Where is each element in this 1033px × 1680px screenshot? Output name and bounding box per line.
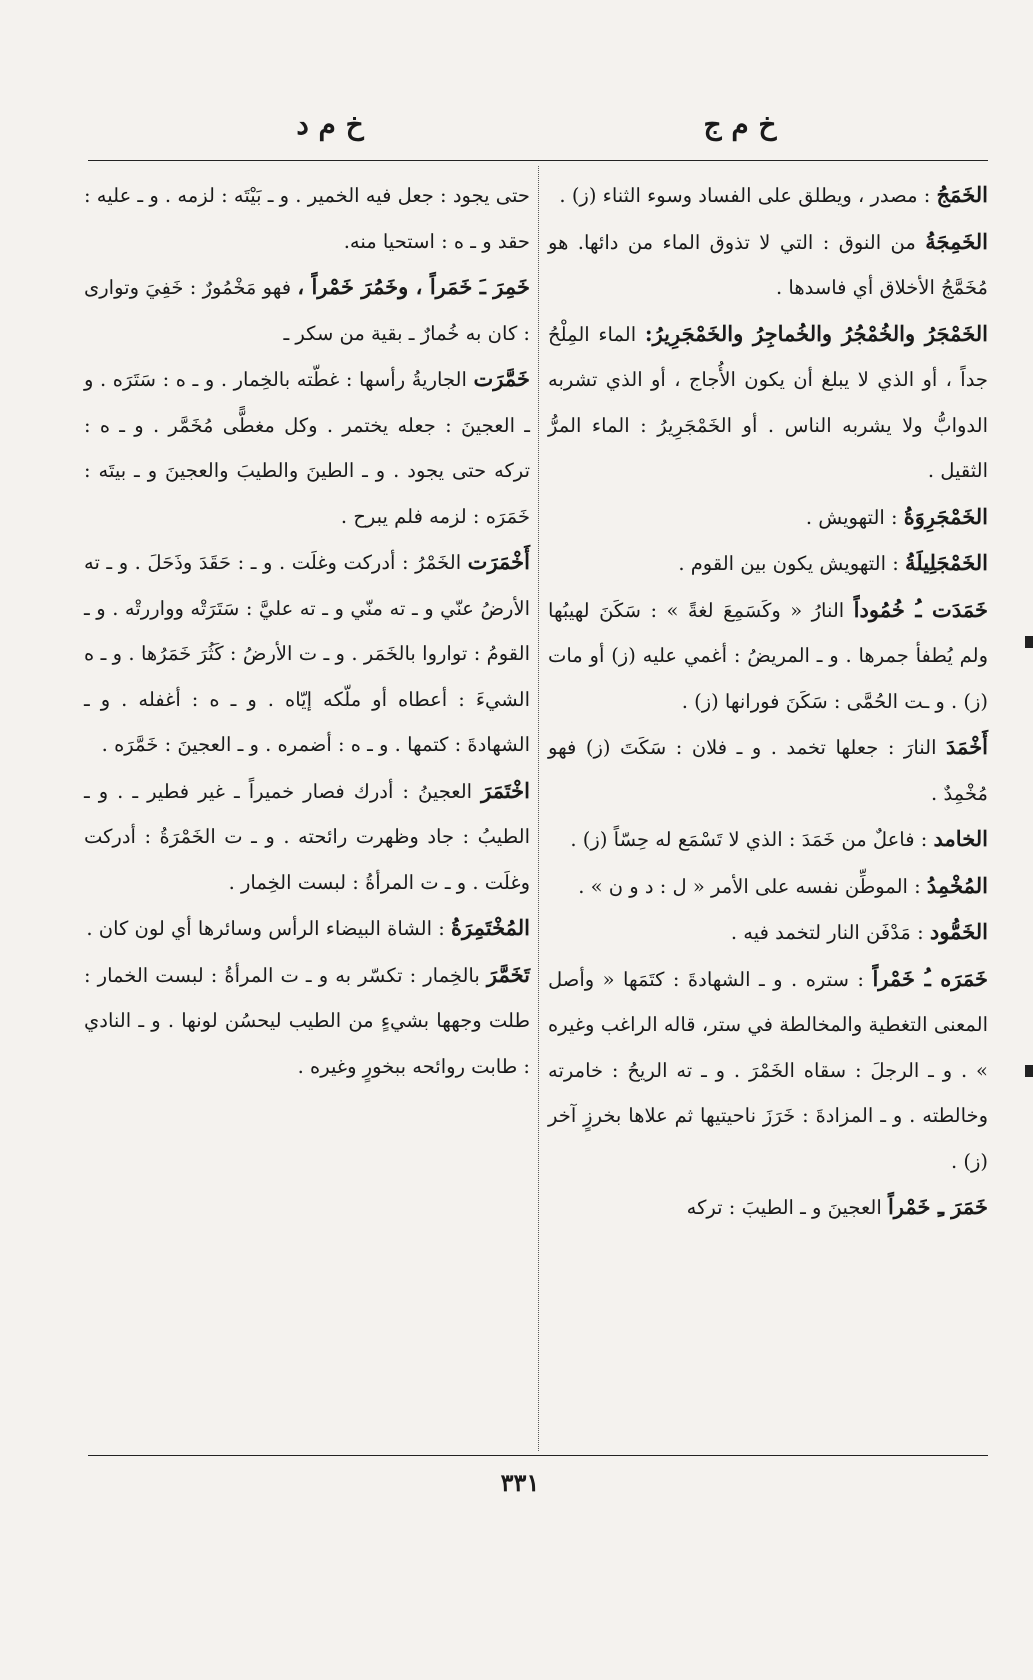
- entry-text: من النوق : التي لا تذوق الماء من دائها. هو مُخَمَّجُ الأخلاق أي فاسدها .: [548, 230, 988, 299]
- margin-mark: [1025, 636, 1033, 648]
- entry-text: : التهويش .: [805, 505, 898, 529]
- entry-text: النارُ « وكَسَمِعَ لغةً » : سَكَنَ لهيبُها ولم يُطفأ جمرها . و ـ المريضُ : أغمي عليه (ز) أو مات (ز) . و ـت الحُمَّى : سَكَنَ فورانها (ز) .: [548, 598, 988, 713]
- entry: [548, 909, 988, 956]
- entry: [548, 863, 988, 910]
- entry-headword: أَخْمَدَ: [946, 734, 989, 759]
- entry-text: النارَ : جعلها تخمد . و ـ فلان : سَكَتَ (ز) فهو مُخْمِدٌ .: [548, 736, 988, 805]
- entry-headword: أَخْمَرَت: [467, 549, 530, 574]
- bottom-rule: [88, 1455, 988, 1456]
- top-rule: [88, 160, 988, 161]
- entry-headword: خَمَرَ ـِ خَمْراً: [887, 1194, 988, 1219]
- entry-headword: خَمَدَت ـُ خُمُوداً: [853, 596, 988, 622]
- entry-headword: المُخْمِدُ: [926, 872, 988, 898]
- entry: [548, 172, 988, 219]
- entry-headword: خَمَرَه ـُ خَمْراً: [872, 965, 989, 991]
- entry-headword: الخَمْجَرُ والخُمْجُرُ والخُماجِرُ والخَمْجَرِيرُ:: [644, 320, 988, 346]
- entry-text: العجينَ و ـ الطيبَ : تركه: [686, 1196, 882, 1219]
- entry-text: فهو مَخْمُورٌ : خَفِيَ وتوارى : كان به خُمارٌ ـ بقية من سكر ـ: [84, 276, 530, 345]
- entry-text: : فاعلٌ من خَمَدَ : الذي لا تَسْمَع له حِسّاً (ز) .: [570, 828, 928, 851]
- entry-headword: خَمَّرَت: [473, 366, 530, 391]
- entry-headword: المُخْتَمِرَةُ: [451, 915, 530, 940]
- entry-text: العجينُ : أدرك فصار خميراً ـ غير فطير ـ . و ـ الطيبُ : جاد وظهرت رائحته . و ـ ت الخَمْرَةُ : أدركت وغلَت . و ـ ت المرأةُ : لبست الخِمار .: [84, 779, 530, 894]
- entry-headword: اخْتَمَرَ: [481, 777, 530, 803]
- root-heading-left: خ م د: [296, 108, 364, 141]
- entry-headword: الخَمْجَلِيلَةُ: [905, 550, 988, 575]
- entry: [84, 264, 530, 356]
- entry: [548, 816, 988, 863]
- entry-headword: خَمِرَ ـَ خَمَراً ، وخَمُرَ خَمْراً ،: [297, 274, 530, 299]
- entry-headword: الخَمَجُ: [936, 182, 988, 207]
- entry-text: الخَمْرُ : أدركت وغلَت . و ـ : حَقَدَ وذَحَلَ . و ـ ته الأرضُ عنّي و ـ ته منّي و ـ ته عليَّ : سَتَرَتْه وواررتْه . و ـ القومُ : تواروا بالخَمَر . و ـ ت الأرضُ : كَثُرَ خَمَرُها . و ـ ه الشيءَ : أعطاه أو ملّكه إيّاه . و ـ ه : أغفله . و ـ الشهادةَ : كتمها . و ـ ه : أضمره . و ـ العجينَ : خَمَّرَه .: [84, 551, 530, 756]
- entry-headword: تَخَمَّرَ: [486, 961, 530, 987]
- entry: [548, 1184, 988, 1231]
- entry-text: : ستره . و ـ الشهادةَ : كتَمَها « وأصل المعنى التغطية والمخالطة في ستر، قاله الراغب وغيره » . و ـ الرجلَ : سقاه الخَمْرَ . و ـ ته الريحُ : خامرته وخالطته . و ـ المزادةَ : خَرَزَ ناحيتيها ثم علاها بخرزٍ آخر (ز) .: [548, 967, 988, 1173]
- entry-text: : مَدْفَن النار لتخمد فيه .: [730, 921, 924, 944]
- page-number: ٣٣١: [500, 1468, 540, 1497]
- entry-headword: الخَمُّود: [929, 919, 988, 944]
- entry-headword: الخَمْجَرِوَةُ: [903, 503, 988, 529]
- entry: [548, 724, 988, 816]
- entry-text: : الموطِّن نفسه على الأمر « ل : د و ن » .: [578, 874, 921, 898]
- entry: [84, 539, 530, 768]
- entry-text: : مصدر ، ويطلق على الفساد وسوء الثناء (ز) .: [559, 184, 931, 207]
- entry: [84, 952, 530, 1090]
- entry: [548, 956, 988, 1185]
- entry-text: : التهويش يكون بين القوم .: [678, 552, 899, 575]
- entry: [548, 219, 988, 311]
- entry: [84, 356, 530, 539]
- right-column: [548, 172, 988, 1231]
- entry: [548, 587, 988, 725]
- margin-mark: [1025, 1065, 1033, 1077]
- entry: [548, 494, 988, 541]
- root-heading-right: خ م ج: [703, 108, 777, 141]
- entry: [548, 540, 988, 587]
- entry: [84, 172, 530, 264]
- entry-text: بالخِمار : تكسّر به و ـ ت المرأةُ : لبست الخمار : طلت وجهها بشيءٍ من الطيب ليحسُن لونها . و ـ النادي : طابت روائحه ببخورٍ وغيره .: [84, 963, 530, 1078]
- entry-text: حتى يجود : جعل فيه الخمير . و ـ بَيْتَه : لزمه . و ـ عليه : حقد و ـ ه : استحيا منه.: [84, 184, 530, 253]
- left-column: [84, 172, 530, 1089]
- entry-text: الجاريةُ رأسها : غطّته بالخِمار . و ـ ه : سَتَرَه . و ـ العجينَ : جعله يختمر . وكل مغطًّى مُخَمَّر . و ـ ه : تركه حتى يجود . و ـ الطينَ والطيبَ والعجينَ و ـ بيتَه : خَمَرَه : لزمه فلم يبرح .: [84, 368, 530, 528]
- entry-text: : الشاة البيضاء الرأس وسائرها أي لون كان .: [86, 917, 445, 940]
- entry-headword: الخامد: [933, 826, 988, 851]
- entry-text: الماء المِلْحُ جداً ، أو الذي لا يبلغ أن يكون الأُجاج ، أو الذي تشربه الدوابُّ ولا يشربه الناس . أو الخَمْجَرِيرُ : الماء المرُّ الثقيل .: [548, 322, 988, 482]
- column-divider: [538, 166, 539, 1451]
- entry: [84, 905, 530, 952]
- entry: [84, 768, 530, 906]
- entry: [548, 311, 988, 494]
- entry-headword: الخَمِجَةُ: [925, 228, 989, 254]
